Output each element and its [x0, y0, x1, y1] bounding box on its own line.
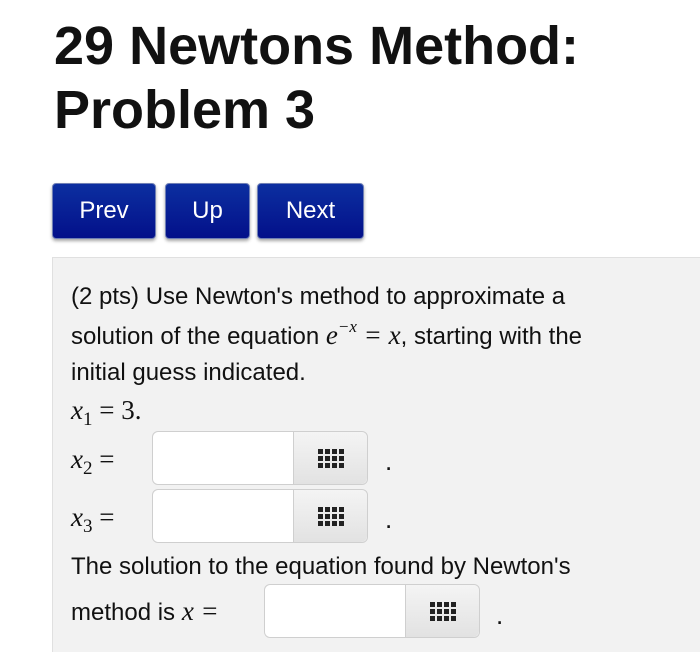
- page-title: [54, 14, 694, 142]
- page-title-line2: Problem 3: [54, 80, 316, 140]
- grid-keypad-icon: [318, 507, 344, 526]
- x1-value: = 3.: [92, 395, 142, 425]
- problem-line-1: [71, 282, 565, 312]
- x2-keypad-button[interactable]: [293, 432, 367, 484]
- x3-subscript: 3: [82, 516, 93, 537]
- x1-var: x: [71, 395, 83, 425]
- problem-box: [52, 257, 700, 652]
- up-button[interactable]: Up: [165, 183, 250, 239]
- solution-keypad-button[interactable]: [405, 585, 479, 637]
- solution-period: .: [496, 600, 504, 630]
- x1-subscript: 1: [82, 409, 93, 430]
- grid-keypad-icon: [430, 602, 456, 621]
- equation-exponent-text: −x: [337, 317, 357, 336]
- solution-text-2: method is: [71, 599, 176, 626]
- x2-var: x: [71, 444, 83, 474]
- prev-button[interactable]: Prev: [52, 183, 156, 239]
- equation-rhs: = x: [356, 320, 401, 350]
- x3-answer-field: [152, 489, 368, 543]
- solution-input[interactable]: [265, 585, 405, 637]
- grid-keypad-icon: [318, 449, 344, 468]
- solution-text-1: The solution to the equation found by Newton's: [71, 553, 571, 580]
- x3-keypad-button[interactable]: [293, 490, 367, 542]
- page-title-line1: 29 Newtons Method:: [54, 16, 580, 76]
- problem-text-2a: solution of the equation: [71, 323, 320, 350]
- x3-label: [71, 502, 114, 536]
- x3-var: x: [71, 502, 83, 532]
- initial-guess: [71, 395, 141, 429]
- solution-line-2: [71, 596, 219, 628]
- equation: [325, 317, 401, 350]
- equation-exponent: [338, 317, 357, 336]
- x2-answer-field: [152, 431, 368, 485]
- x3-input[interactable]: [153, 490, 293, 542]
- x2-period: .: [385, 446, 393, 476]
- points-label: (2 pts): [71, 283, 140, 310]
- solution-answer-field: [264, 584, 480, 638]
- solution-var: x =: [175, 596, 219, 626]
- next-button[interactable]: Next: [257, 183, 364, 239]
- x2-input[interactable]: [153, 432, 293, 484]
- problem-text-3: initial guess indicated.: [71, 359, 306, 386]
- x2-equals: =: [92, 444, 115, 474]
- problem-line-2: [71, 317, 583, 354]
- x2-label: [71, 444, 114, 478]
- problem-text-2b: , starting with the: [400, 323, 583, 350]
- x3-equals: =: [92, 502, 115, 532]
- x3-period: .: [385, 504, 393, 534]
- equation-base: e: [325, 320, 338, 350]
- problem-text-1: Use Newton's method to approximate a: [145, 283, 566, 310]
- x2-subscript: 2: [82, 458, 93, 479]
